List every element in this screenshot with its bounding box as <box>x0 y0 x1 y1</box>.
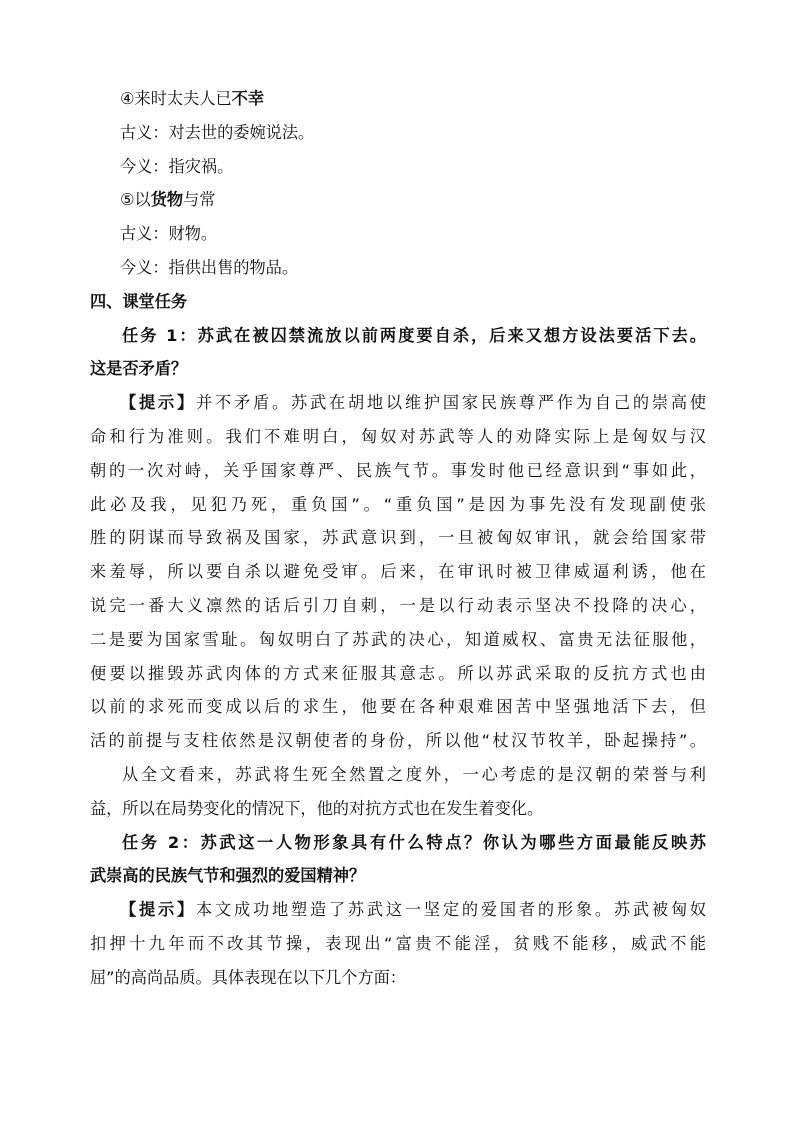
task1-answer-line: 以前的求死而变成以后的求生，他要在各种艰难困苦中坚强地活下去，但 <box>90 697 706 717</box>
task1-answer-line: 命和行为准则。我们不难明白，匈奴对苏武等人的劝降实际上是匈奴与汉 <box>90 426 706 446</box>
ancient-meaning: 古义：对去世的委婉说法。 <box>120 122 315 142</box>
task1-answer-line <box>90 386 706 420</box>
task1-answer-line: 活的前提与支柱依然是汉朝使者的身份，所以他“杖汉节牧羊，卧起操持”。 <box>90 731 706 751</box>
hint-label: 【提示】 <box>120 900 196 920</box>
task2-answer-line: 扣押十九年而不改其节操，表现出“富贵不能淫，贫贱不能移，威武不能 <box>90 933 706 953</box>
task1-answer-line: 此必及我，见犯乃死，重负国”。“重负国”是因为事先没有发现副使张 <box>90 494 706 514</box>
modern-meaning: 今义：指灾祸。 <box>120 156 234 176</box>
sentence-pre: 来时太夫人已 <box>134 89 232 108</box>
answer-text: 本文成功地塑造了苏武这一坚定的爱国者的形象。苏武被匈奴 <box>195 900 706 920</box>
task1-answer-line: 胜的阴谋而导致祸及国家，苏武意识到，一旦被匈奴审讯，就会给国家带 <box>90 528 706 548</box>
vocab-item-5 <box>90 183 706 217</box>
task1-answer-line: 二是要为国家雪耻。匈奴明白了苏武的决心，知道威权、富贵无法征服他， <box>90 629 706 649</box>
task1-summary-line: 从全文看来，苏武将生死全然置之度外，一心考虑的是汉朝的荣誉与利 <box>122 764 706 784</box>
item-number: ⑤ <box>120 190 135 210</box>
item-number: ④ <box>120 89 135 108</box>
task2-answer-line <box>90 893 706 927</box>
task2-answer-line: 屈”的高尚品质。具体表现在以下几个方面： <box>90 967 406 987</box>
modern-meaning: 今义：指供出售的物品。 <box>120 257 299 277</box>
task2-question-line: 武崇高的民族气节和强烈的爱国精神？ <box>90 866 366 886</box>
key-word: 不幸 <box>231 89 265 108</box>
ancient-meaning: 古义：财物。 <box>120 224 218 244</box>
task1-summary-line: 益，所以在局势变化的情况下，他的对抗方式也在发生着变化。 <box>90 798 544 818</box>
sentence-pre: 以 <box>134 190 151 210</box>
task2-question-line: 任务 2：苏武这一人物形象具有什么特点？你认为哪些方面最能反映苏 <box>122 832 706 852</box>
task1-question-line: 任务 1：苏武在被囚禁流放以前两度要自杀，后来又想方设法要活下去。 <box>122 325 706 345</box>
task1-answer-line: 来羞辱，所以要自杀以避免受审。后来，在审讯时被卫律威逼利诱，他在 <box>90 562 706 582</box>
task1-answer-line: 朝的一次对峙，关乎国家尊严、民族气节。事发时他已经意识到“事如此， <box>90 460 706 480</box>
task1-answer-line: 便要以摧毁苏武肉体的方式来征服其意志。所以苏武采取的反抗方式也由 <box>90 663 706 683</box>
task1-question-line: 这是否矛盾？ <box>90 359 188 379</box>
task1-answer-line: 说完一番大义凛然的话后引刀自刺，一是以行动表示坚决不投降的决心， <box>90 595 706 615</box>
sentence-post: 与常 <box>183 190 216 210</box>
hint-label: 【提示】 <box>120 393 196 413</box>
answer-text: 并不矛盾。苏武在胡地以维护国家民族尊严作为自己的崇高使 <box>195 393 706 413</box>
key-word: 货物 <box>150 190 184 210</box>
section-heading: 四、课堂任务 <box>90 291 188 311</box>
vocab-item-4 <box>90 82 706 116</box>
